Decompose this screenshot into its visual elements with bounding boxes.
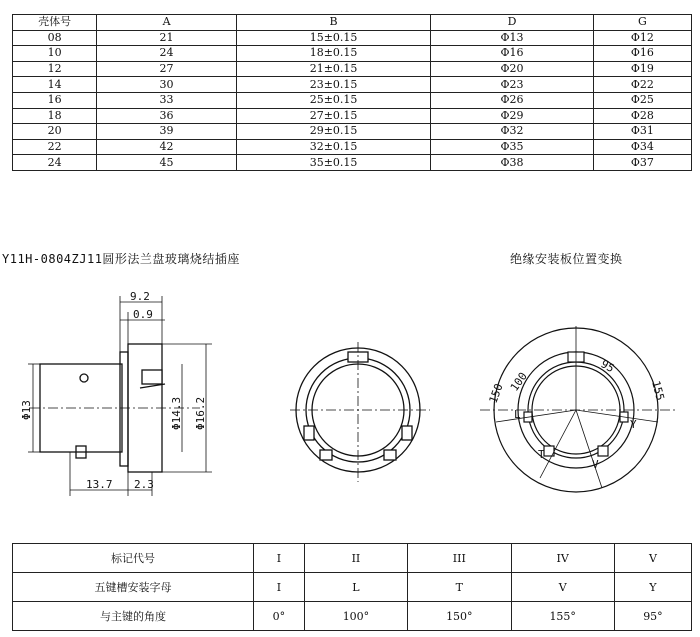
dim-bottom-left: 13.7 [86,478,113,491]
header-cell: G [593,15,691,31]
table-row [13,77,692,93]
table-cell: Φ28 [593,108,691,124]
table-cell: Φ37 [593,155,691,171]
table-cell: Φ20 [431,61,593,77]
table-cell: 20 [13,124,97,140]
table-cell: 12 [13,61,97,77]
table-row [13,139,692,155]
table-cell: 39 [97,124,237,140]
table-cell: 36 [97,108,237,124]
table-cell: Φ13 [431,30,593,46]
letter-label-t: T [538,448,545,461]
key-table-row [13,602,692,631]
table-cell: 14 [13,77,97,93]
table-cell: Φ38 [431,155,593,171]
table-row [13,124,692,140]
table-cell: 24 [97,46,237,62]
key-table-cell: IV [511,544,614,573]
table-cell: 30 [97,77,237,93]
table-cell: Φ16 [431,46,593,62]
angle-label-2: 100 [507,369,530,394]
key-table-cell: 0° [254,602,305,631]
table-cell: 18 [13,108,97,124]
key-table-cell: II [304,544,407,573]
dim-inner-vertical: Φ14.3 [170,396,183,430]
table-cell: Φ19 [593,61,691,77]
key-table-cell: 95° [614,602,691,631]
table-cell: 29±0.15 [236,124,430,140]
table-cell: 27±0.15 [236,108,430,124]
dim-bottom-right: 2.3 [134,478,154,491]
key-position-table [12,543,692,631]
table-row [13,30,692,46]
table-cell: 33 [97,92,237,108]
side-view-drawing [0,280,240,510]
table-cell: Φ12 [593,30,691,46]
table-row [13,92,692,108]
table-row [13,108,692,124]
table-cell: Φ16 [593,46,691,62]
dim-top-outer: 9.2 [130,290,150,303]
table-cell: 21±0.15 [236,61,430,77]
key-table-cell: V [614,544,691,573]
table-cell: Φ22 [593,77,691,93]
key-table-cell: 155° [511,602,614,631]
table-row [13,155,692,171]
key-row-label: 标记代号 [13,544,254,573]
key-row-label: 与主键的角度 [13,602,254,631]
header-cell: 壳体号 [13,15,97,31]
left-drawing-caption: Y11H-0804ZJ11圆形法兰盘玻璃烧结插座 [2,252,240,266]
table-cell: 18±0.15 [236,46,430,62]
front-view-drawing [290,342,430,482]
table-cell: 27 [97,61,237,77]
table-cell: Φ29 [431,108,593,124]
key-table-cell: I [254,573,305,602]
angle-label-3: 95 [598,357,617,376]
table-cell: Φ32 [431,124,593,140]
dim-top-inner: 0.9 [133,308,153,321]
key-table-cell: Y [614,573,691,602]
table-cell: Φ25 [593,92,691,108]
key-table-cell: 150° [408,602,511,631]
key-table-cell: V [511,573,614,602]
table-cell: Φ26 [431,92,593,108]
dim-outer-vertical: Φ16.2 [194,396,207,430]
dimension-table [12,14,692,171]
key-table-cell: L [304,573,407,602]
key-table-cell: 100° [304,602,407,631]
table-cell: 21 [97,30,237,46]
position-change-drawing [480,318,680,508]
header-cell: B [236,15,430,31]
header-cell: A [97,15,237,31]
table-cell: Φ23 [431,77,593,93]
right-drawing-caption: 绝缘安装板位置变换 [510,252,623,266]
key-table-cell: I [254,544,305,573]
key-row-label: 五键槽安装字母 [13,573,254,602]
dim-left-vertical: Φ13 [20,400,33,420]
table-row [13,61,692,77]
table-cell: 42 [97,139,237,155]
angle-label-1: 150 [486,381,506,406]
table-cell: 45 [97,155,237,171]
table-cell: 10 [13,46,97,62]
key-table-cell: III [408,544,511,573]
table-cell: 08 [13,30,97,46]
letter-label-l: L [514,408,521,421]
table-cell: Φ31 [593,124,691,140]
table-cell: 16 [13,92,97,108]
table-cell: 15±0.15 [236,30,430,46]
header-cell: D [431,15,593,31]
letter-label-y: Y [630,418,637,431]
angle-label-4: 155 [649,379,667,402]
letter-label-v: V [592,458,599,471]
dimension-table-header [13,15,692,31]
table-row [13,46,692,62]
table-cell: 35±0.15 [236,155,430,171]
table-cell: 32±0.15 [236,139,430,155]
table-cell: 23±0.15 [236,77,430,93]
key-table-row [13,544,692,573]
table-cell: Φ34 [593,139,691,155]
table-cell: Φ35 [431,139,593,155]
table-cell: 25±0.15 [236,92,430,108]
key-table-cell: T [408,573,511,602]
table-cell: 24 [13,155,97,171]
table-cell: 22 [13,139,97,155]
key-table-row [13,573,692,602]
